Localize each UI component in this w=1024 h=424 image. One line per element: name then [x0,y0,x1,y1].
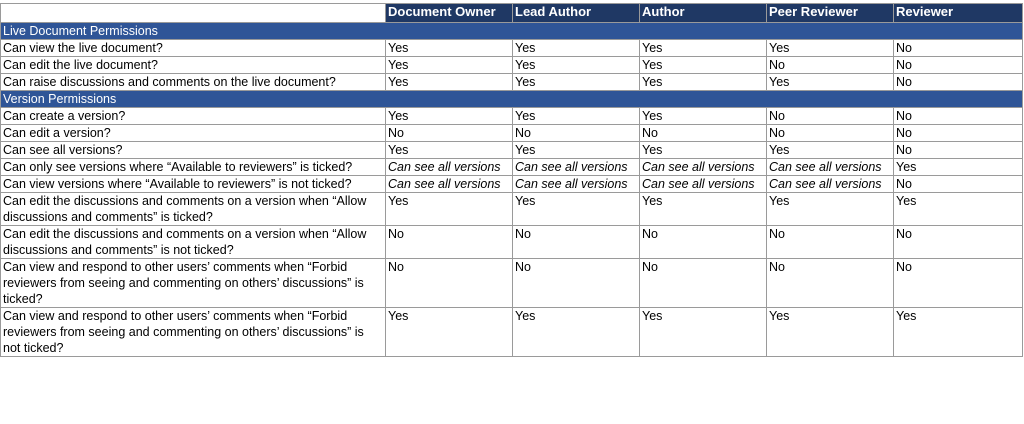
permission-value: Yes [894,159,1023,176]
permission-question: Can raise discussions and comments on the live document? [1,74,386,91]
permission-value: No [640,226,767,259]
permission-value: Can see all versions [640,159,767,176]
header-blank-cell [1,4,386,23]
permission-value: No [894,142,1023,159]
permission-value: No [894,226,1023,259]
permission-value: Yes [640,108,767,125]
permission-value: Yes [640,74,767,91]
permission-value: Yes [767,40,894,57]
permission-value: Yes [513,40,640,57]
permission-row [1,74,1023,91]
permission-value: No [513,226,640,259]
permission-row [1,125,1023,142]
permission-value: No [894,57,1023,74]
permission-value: No [767,226,894,259]
permission-value: Can see all versions [513,176,640,193]
permission-value: Yes [386,308,513,357]
column-header: Lead Author [513,4,640,23]
permission-row [1,108,1023,125]
permission-value: Yes [513,108,640,125]
permission-value: Yes [640,193,767,226]
permission-value: No [767,57,894,74]
permission-value: Yes [894,193,1023,226]
permission-question: Can view the live document? [1,40,386,57]
permission-value: Yes [386,40,513,57]
permission-question: Can view and respond to other users’ comments when “Forbid reviewers from seeing and commenting on others’ discussions” is ticked? [1,259,386,308]
permission-row [1,193,1023,226]
permission-row [1,57,1023,74]
permission-value: Yes [894,308,1023,357]
permission-value: No [767,108,894,125]
permission-value: No [894,40,1023,57]
permission-value: No [640,125,767,142]
table-body [1,23,1023,357]
permission-value: Yes [640,308,767,357]
header-row [1,4,1023,23]
permission-value: Yes [767,142,894,159]
table-header [1,4,1023,23]
permission-value: Can see all versions [640,176,767,193]
column-header: Author [640,4,767,23]
column-header: Peer Reviewer [767,4,894,23]
permission-value: No [767,125,894,142]
section-title: Live Document Permissions [1,23,1023,40]
permission-question: Can edit a version? [1,125,386,142]
permission-value: Yes [640,57,767,74]
permission-value: No [894,259,1023,308]
permission-row [1,308,1023,357]
permission-value: Can see all versions [767,159,894,176]
permissions-table-wrapper [0,3,1023,357]
column-header: Document Owner [386,4,513,23]
permission-row [1,176,1023,193]
permission-value: Can see all versions [767,176,894,193]
permission-value: Yes [767,193,894,226]
permission-question: Can only see versions where “Available to reviewers” is ticked? [1,159,386,176]
permission-row [1,159,1023,176]
permission-row [1,40,1023,57]
permission-value: No [894,108,1023,125]
permission-value: No [894,74,1023,91]
permission-value: Yes [640,142,767,159]
permission-question: Can create a version? [1,108,386,125]
permission-row [1,142,1023,159]
permission-question: Can edit the discussions and comments on a version when “Allow discussions and comments” is ticked? [1,193,386,226]
permission-value: No [894,176,1023,193]
permission-value: Yes [513,308,640,357]
permission-value: Yes [513,57,640,74]
permission-value: No [386,259,513,308]
permission-question: Can view and respond to other users’ comments when “Forbid reviewers from seeing and commenting on others’ discussions” is not ticked? [1,308,386,357]
section-row [1,91,1023,108]
permission-value: Yes [767,74,894,91]
permissions-table [0,3,1023,357]
permission-value: Yes [386,193,513,226]
permission-value: Yes [513,74,640,91]
permission-question: Can edit the discussions and comments on a version when “Allow discussions and comments” is not ticked? [1,226,386,259]
section-row [1,23,1023,40]
permission-value: Can see all versions [386,176,513,193]
permission-value: No [894,125,1023,142]
section-title: Version Permissions [1,91,1023,108]
permission-value: Yes [513,142,640,159]
column-header: Reviewer [894,4,1023,23]
permission-question: Can see all versions? [1,142,386,159]
permission-value: No [767,259,894,308]
permission-value: Yes [386,142,513,159]
permission-question: Can view versions where “Available to reviewers” is not ticked? [1,176,386,193]
permission-value: No [513,125,640,142]
permission-row [1,226,1023,259]
permission-value: Yes [767,308,894,357]
permission-value: No [640,259,767,308]
permission-question: Can edit the live document? [1,57,386,74]
permission-value: No [513,259,640,308]
permission-value: No [386,226,513,259]
permission-value: Can see all versions [386,159,513,176]
permission-value: Yes [640,40,767,57]
permission-value: Can see all versions [513,159,640,176]
permission-value: Yes [386,108,513,125]
permission-value: Yes [386,57,513,74]
permission-row [1,259,1023,308]
permission-value: Yes [386,74,513,91]
permission-value: No [386,125,513,142]
permission-value: Yes [513,193,640,226]
